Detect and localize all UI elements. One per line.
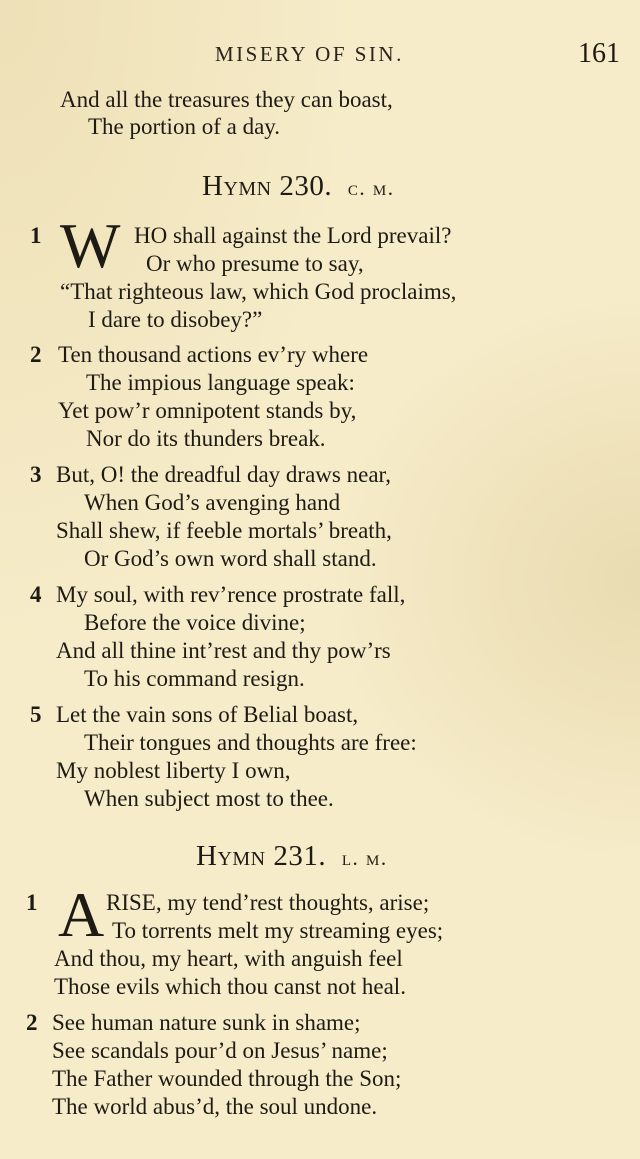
hymn-230-verse-3-line-3: Shall shew, if feeble mortals’ breath, (56, 518, 392, 543)
hymn-230-verse-3-line-4: Or God’s own word shall stand. (84, 546, 377, 571)
hymn-230-verse-4-line-2: Before the voice divine; (84, 610, 306, 635)
hymn-230-verse-1-line-3: “That righteous law, which God proclaims, (60, 279, 457, 304)
hymn-231-verse-2-line-4: The world abus’d, the soul undone. (52, 1094, 378, 1119)
hymn-231-heading-word: Hymn (196, 840, 266, 872)
hymn-231-verse-1-number: 1 (26, 890, 38, 915)
hymn-230-verse-3-line-2: When God’s avenging hand (84, 490, 341, 515)
hymn-230-verse-5-line-1: Let the vain sons of Belial boast, (56, 702, 359, 727)
hymn-231-verse-1-line-4: Those evils which thou canst not heal. (54, 974, 406, 999)
hymn-231-meter: l. m. (341, 846, 388, 870)
hymn-231-verse-2-line-3: The Father wounded through the Son; (52, 1066, 402, 1091)
running-title: MISERY OF SIN. (215, 42, 404, 66)
hymn-231-verse-2-line-1: See human nature sunk in shame; (52, 1010, 361, 1035)
hymn-230-verse-4-number: 4 (30, 582, 42, 607)
hymn-231-verse-1-line-3: And thou, my heart, with anguish feel (54, 946, 403, 971)
hymn-230-verse-1-number: 1 (30, 223, 42, 248)
hymn-230-dropcap: W (60, 210, 121, 281)
hymn-230-verse-4-line-1: My soul, with rev’rence prostrate fall, (56, 582, 406, 607)
hymn-230-verse-4-line-3: And all thine int’rest and thy pow’rs (56, 638, 391, 663)
hymn-230-verse-3-number: 3 (30, 462, 42, 487)
prev-hymn-line-2: The portion of a day. (88, 114, 281, 139)
hymn-230-verse-1-line-1: HO shall against the Lord prevail? (134, 223, 452, 248)
hymn-231-heading (196, 840, 388, 874)
hymn-230-meter: c. m. (347, 176, 395, 200)
hymn-231-number: 231. (273, 840, 327, 872)
prev-hymn-line-1: And all the treasures they can boast, (60, 87, 393, 112)
hymn-230-number: 230. (279, 170, 333, 202)
hymn-231-verse-1-line-1: RISE, my tend’rest thoughts, arise; (106, 890, 430, 915)
hymn-230-verse-5-number: 5 (30, 702, 42, 727)
hymn-230-verse-2-line-2: The impious language speak: (86, 370, 355, 395)
hymn-230-verse-2-line-1: Ten thousand actions ev’ry where (58, 342, 369, 367)
hymn-231-verse-2-number: 2 (26, 1010, 38, 1035)
hymn-230-verse-2-line-4: Nor do its thunders break. (86, 426, 326, 451)
hymn-230-verse-2-line-3: Yet pow’r omnipotent stands by, (58, 398, 357, 423)
hymn-230-verse-3-line-1: But, O! the dreadful day draws near, (56, 462, 392, 487)
hymn-230-verse-5-line-4: When subject most to thee. (84, 786, 334, 811)
page-number: 161 (578, 38, 620, 69)
hymn-231-dropcap: A (58, 879, 105, 950)
running-head (0, 38, 640, 72)
hymn-230-verse-5-line-2: Their tongues and thoughts are free: (84, 730, 417, 755)
hymn-231-verse-1-line-2: To torrents melt my streaming eyes; (112, 918, 444, 943)
hymn-230-verse-5-line-3: My noblest liberty I own, (56, 758, 291, 783)
hymn-230-verse-4-line-4: To his command resign. (84, 666, 305, 691)
hymn-230-heading (202, 170, 394, 204)
hymn-230-verse-2-number: 2 (30, 342, 42, 367)
hymn-230-verse-1-line-4: I dare to disobey?” (88, 307, 263, 332)
hymn-231-verse-2-line-2: See scandals pour’d on Jesus’ name; (52, 1038, 388, 1063)
hymn-230-heading-word: Hymn (202, 170, 272, 202)
hymn-230-verse-1-line-2: Or who presume to say, (146, 251, 364, 276)
